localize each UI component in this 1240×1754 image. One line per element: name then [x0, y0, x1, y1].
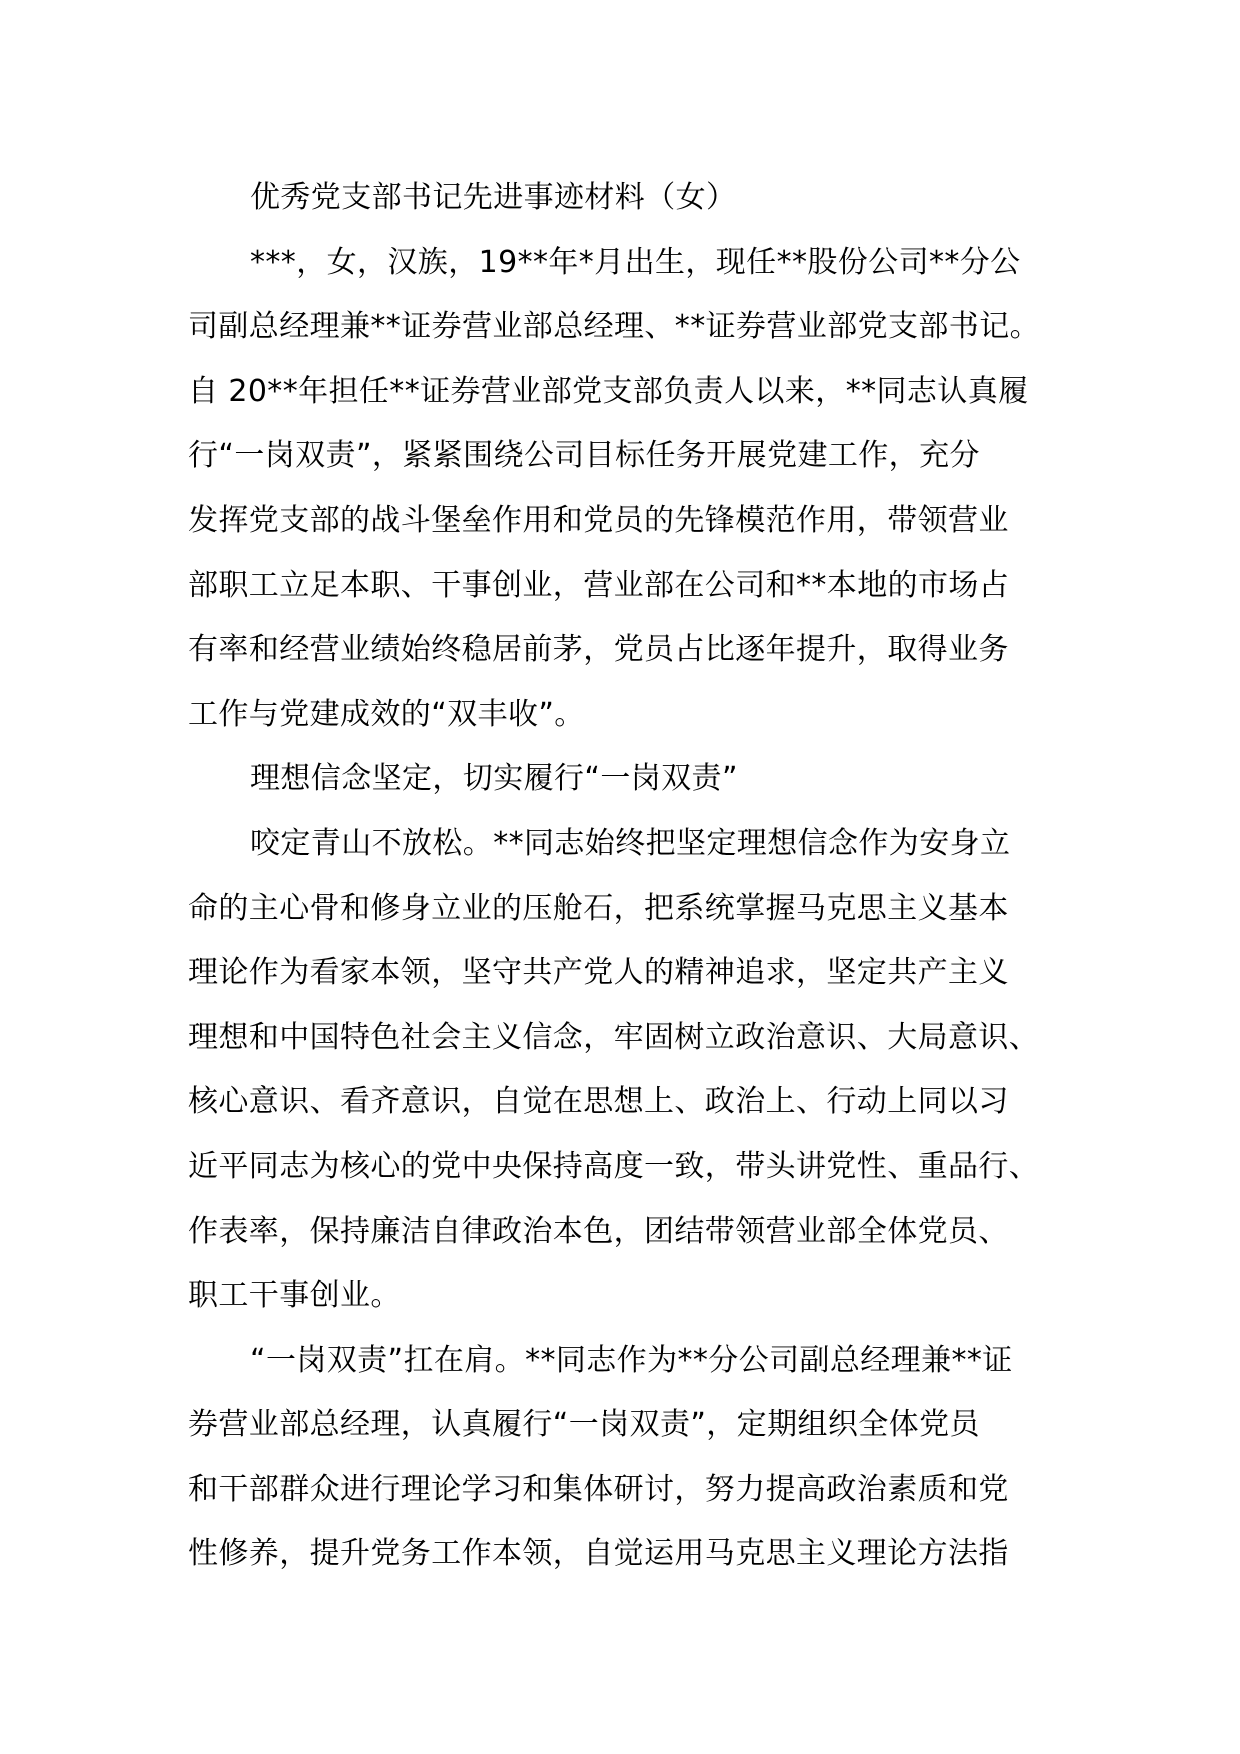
paragraph-line: 职工干事创业。 [188, 1278, 401, 1314]
section-heading: 理想信念坚定，切实履行“一岗双责” [250, 761, 738, 797]
paragraph-line: 工作与党建成效的“双丰收”。 [188, 696, 585, 732]
paragraph-line: 理想和中国特色社会主义信念，牢固树立政治意识、大局意识、 [188, 1019, 1040, 1055]
paragraph-line: 部职工立足本职、干事创业，营业部在公司和**本地的市场占 [188, 567, 1010, 603]
paragraph-line: 咬定青山不放松。**同志始终把坚定理想信念作为安身立 [250, 825, 1011, 861]
paragraph-line: 作表率，保持廉洁自律政治本色，团结带领营业部全体党员、 [188, 1213, 1009, 1249]
paragraph-line: 近平同志为核心的党中央保持高度一致，带头讲党性、重品行、 [188, 1148, 1040, 1184]
paragraph-line: 发挥党支部的战斗堡垒作用和党员的先锋模范作用，带领营业 [188, 502, 1009, 538]
paragraph-line: 命的主心骨和修身立业的压舱石，把系统掌握马克思主义基本 [188, 890, 1009, 926]
paragraph-line: 核心意识、看齐意识，自觉在思想上、政治上、行动上同以习 [188, 1084, 1009, 1120]
paragraph-line: 行“一岗双责”，紧紧围绕公司目标任务开展党建工作，充分 [188, 438, 980, 474]
document-title: 优秀党支部书记先进事迹材料（女） [250, 180, 737, 215]
paragraph-line: “一岗双责”扛在肩。**同志作为**分公司副总经理兼**证 [250, 1342, 1013, 1378]
paragraph-line: 券营业部总经理，认真履行“一岗双责”，定期组织全体党员 [188, 1407, 980, 1443]
document-body [188, 166, 1068, 1587]
paragraph-line: 理论作为看家本领，坚守共产党人的精神追求，坚定共产主义 [188, 955, 1009, 991]
paragraph-line: ***，女，汉族，19**年*月出生，现任**股份公司**分公 [250, 244, 1021, 280]
paragraph-line: 司副总经理兼**证券营业部总经理、**证券营业部党支部书记。 [188, 309, 1040, 345]
paragraph-line: 有率和经营业绩始终稳居前茅，党员占比逐年提升，取得业务 [188, 632, 1009, 668]
paragraph-line: 自 20**年担任**证券营业部党支部负责人以来，**同志认真履 [188, 373, 1029, 409]
paragraph-line: 性修养，提升党务工作本领，自觉运用马克思主义理论方法指 [188, 1536, 1009, 1572]
paragraph-line: 和干部群众进行理论学习和集体研讨，努力提高政治素质和党 [188, 1471, 1009, 1507]
